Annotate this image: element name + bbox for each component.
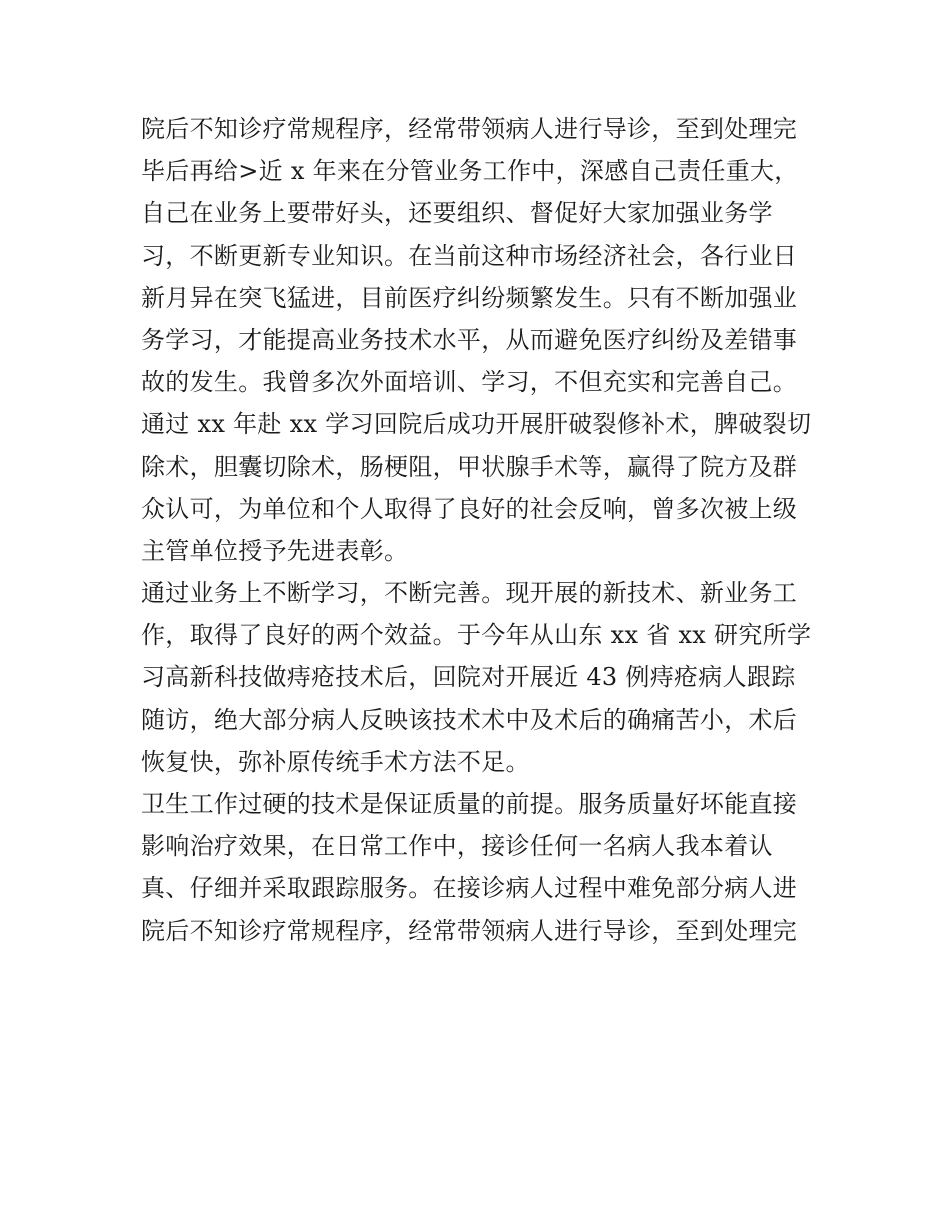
text-line: 通过 xx 年赴 xx 学习回院后成功开展肝破裂修补术，脾破裂切 bbox=[141, 410, 812, 439]
text-line: 恢复快，弥补原传统手术方法不足。 bbox=[141, 747, 530, 776]
text-line: 众认可，为单位和个人取得了良好的社会反响，曾多次被上级 bbox=[141, 494, 798, 523]
text-line: 通过业务上不断学习，不断完善。现开展的新技术、新业务工 bbox=[141, 579, 798, 608]
text-line: 毕后再给>近 x 年来在分管业务工作中，深感自己责任重大， bbox=[141, 157, 799, 186]
text-line: 故的发生。我曾多次外面培训、学习，不但充实和完善自己。 bbox=[141, 368, 798, 397]
text-line: 卫生工作过硬的技术是保证质量的前提。服务质量好坏能直接 bbox=[141, 790, 798, 818]
text-line: 作，取得了良好的两个效益。于今年从山东 xx 省 xx 研究所学 bbox=[141, 621, 812, 650]
text-line: 务学习，才能提高业务技术水平，从而避免医疗纠纷及差错事 bbox=[141, 325, 798, 354]
body-text bbox=[141, 108, 813, 952]
text-line: 习，不断更新专业知识。在当前这种市场经济社会，各行业日 bbox=[141, 241, 798, 270]
text-line: 自己在业务上要带好头，还要组织、督促好大家加强业务学 bbox=[141, 199, 773, 228]
text-line: 随访，绝大部分病人反映该技术术中及术后的确痛苦小，术后 bbox=[141, 705, 798, 734]
text-line: 真、仔细并采取跟踪服务。在接诊病人过程中难免部分病人进 bbox=[141, 874, 798, 903]
text-line: 新月异在突飞猛进，目前医疗纠纷频繁发生。只有不断加强业 bbox=[141, 283, 798, 312]
text-line: 主管单位授予先进表彰。 bbox=[141, 536, 409, 565]
text-line: 院后不知诊疗常规程序，经常带领病人进行导诊，至到处理完 bbox=[141, 916, 798, 945]
text-line: 影响治疗效果，在日常工作中，接诊任何一名病人我本着认 bbox=[141, 832, 773, 861]
text-line: 习高新科技做痔疮技术后，回院对开展近 43 例痔疮病人跟踪 bbox=[141, 663, 796, 692]
text-line: 除术，胆囊切除术，肠梗阻，甲状腺手术等，赢得了院方及群 bbox=[141, 452, 798, 481]
text-line: 院后不知诊疗常规程序，经常带领病人进行导诊，至到处理完 bbox=[141, 115, 798, 143]
